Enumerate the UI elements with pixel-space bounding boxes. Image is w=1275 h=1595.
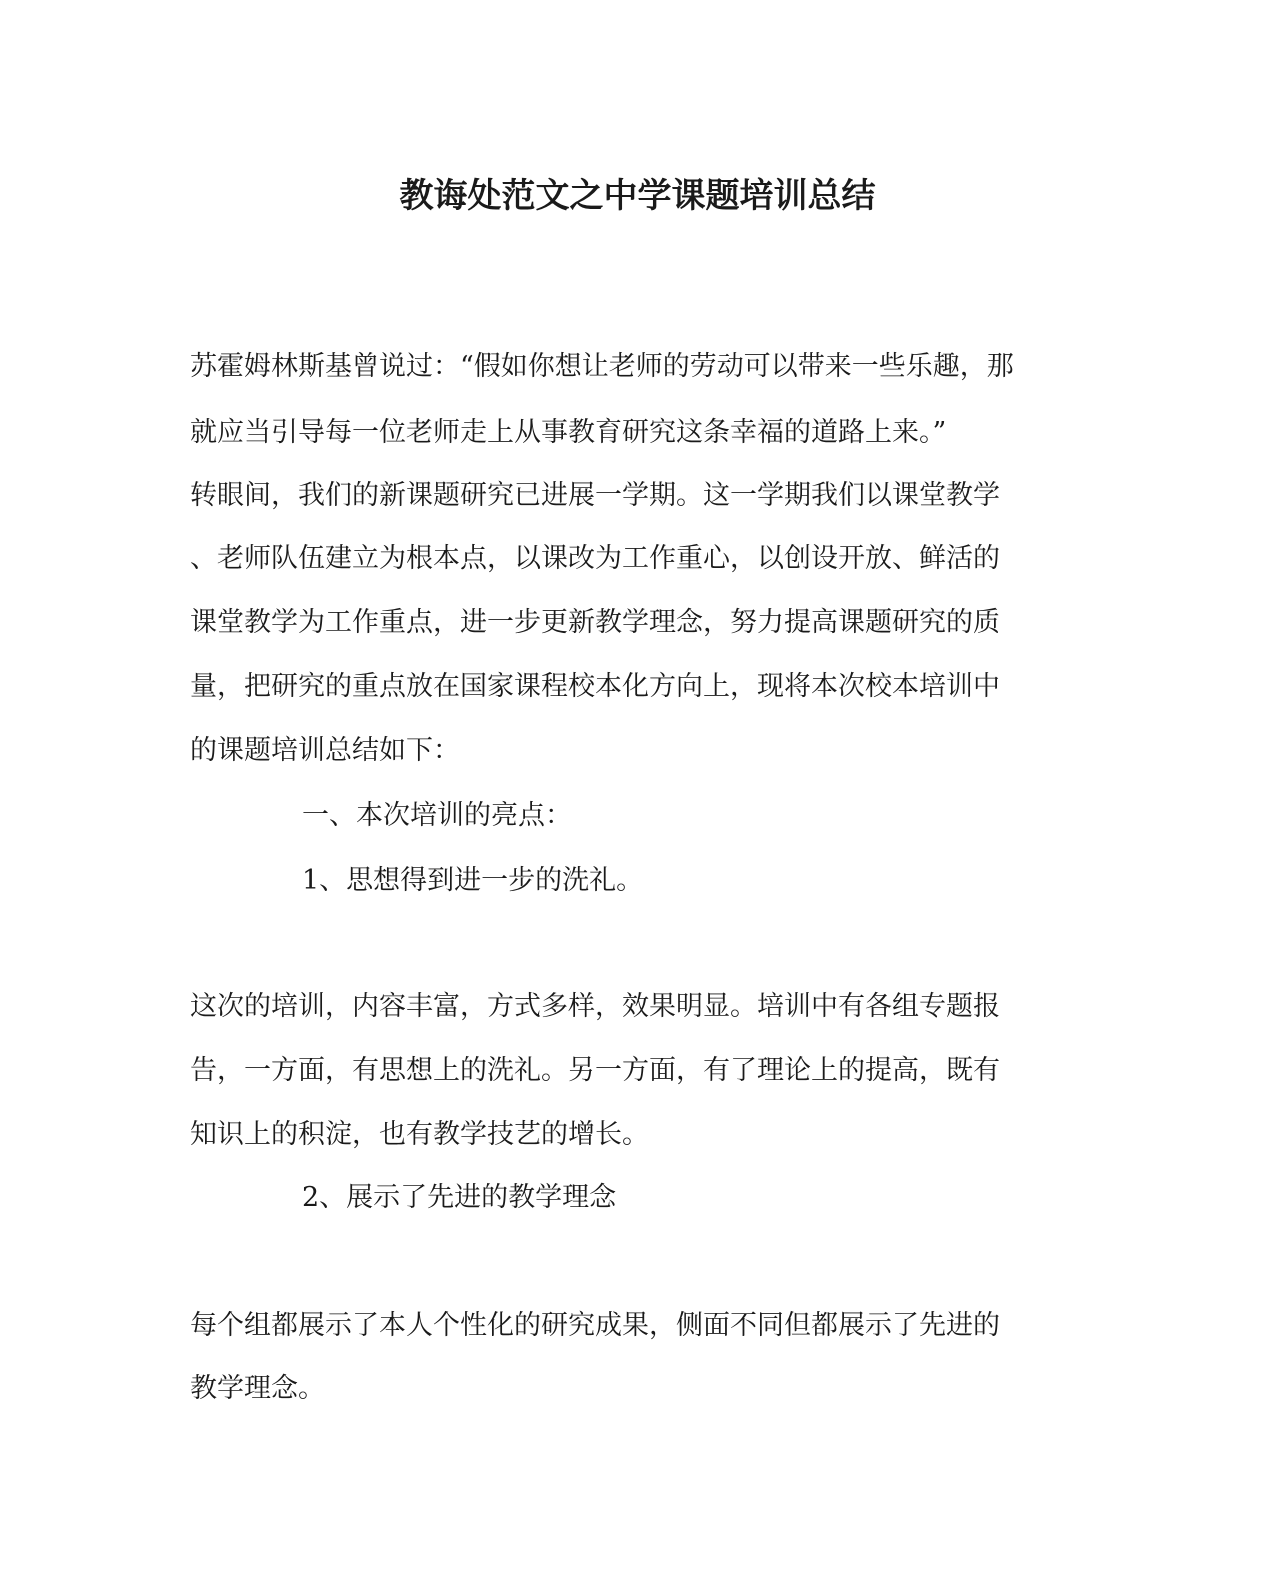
body-line: 的课题培训总结如下：	[190, 735, 460, 766]
body-line: 课堂教学为工作重点，进一步更新教学理念，努力提高课题研究的质	[190, 607, 1000, 638]
subsection-heading: 2、展示了先进的教学理念	[302, 1182, 617, 1213]
subsection-heading: 1、思想得到进一步的洗礼。	[302, 865, 644, 896]
document-title: 教诲处范文之中学课题培训总结	[399, 176, 876, 216]
body-line: 量，把研究的重点放在国家课程校本化方向上，现将本次校本培训中	[190, 671, 1000, 702]
body-line: 告，一方面，有思想上的洗礼。另一方面，有了理论上的提高，既有	[190, 1055, 1000, 1086]
body-line: 教学理念。	[190, 1373, 325, 1404]
body-line: 转眼间，我们的新课题研究已进展一学期。这一学期我们以课堂教学	[190, 480, 1000, 511]
body-line: 苏霍姆林斯基曾说过：“假如你想让老师的劳动可以带来一些乐趣，那	[190, 351, 1014, 382]
body-line: 每个组都展示了本人个性化的研究成果，侧面不同但都展示了先进的	[190, 1310, 1000, 1341]
body-line: 就应当引导每一位老师走上从事教育研究这条幸福的道路上来。”	[190, 417, 947, 448]
body-line: 知识上的积淀，也有教学技艺的增长。	[190, 1119, 649, 1150]
section-heading: 一、本次培训的亮点：	[302, 800, 572, 831]
body-line: 这次的培训，内容丰富，方式多样，效果明显。培训中有各组专题报	[190, 991, 1000, 1022]
body-line: 、老师队伍建立为根本点，以课改为工作重心，以创设开放、鲜活的	[190, 543, 1000, 574]
